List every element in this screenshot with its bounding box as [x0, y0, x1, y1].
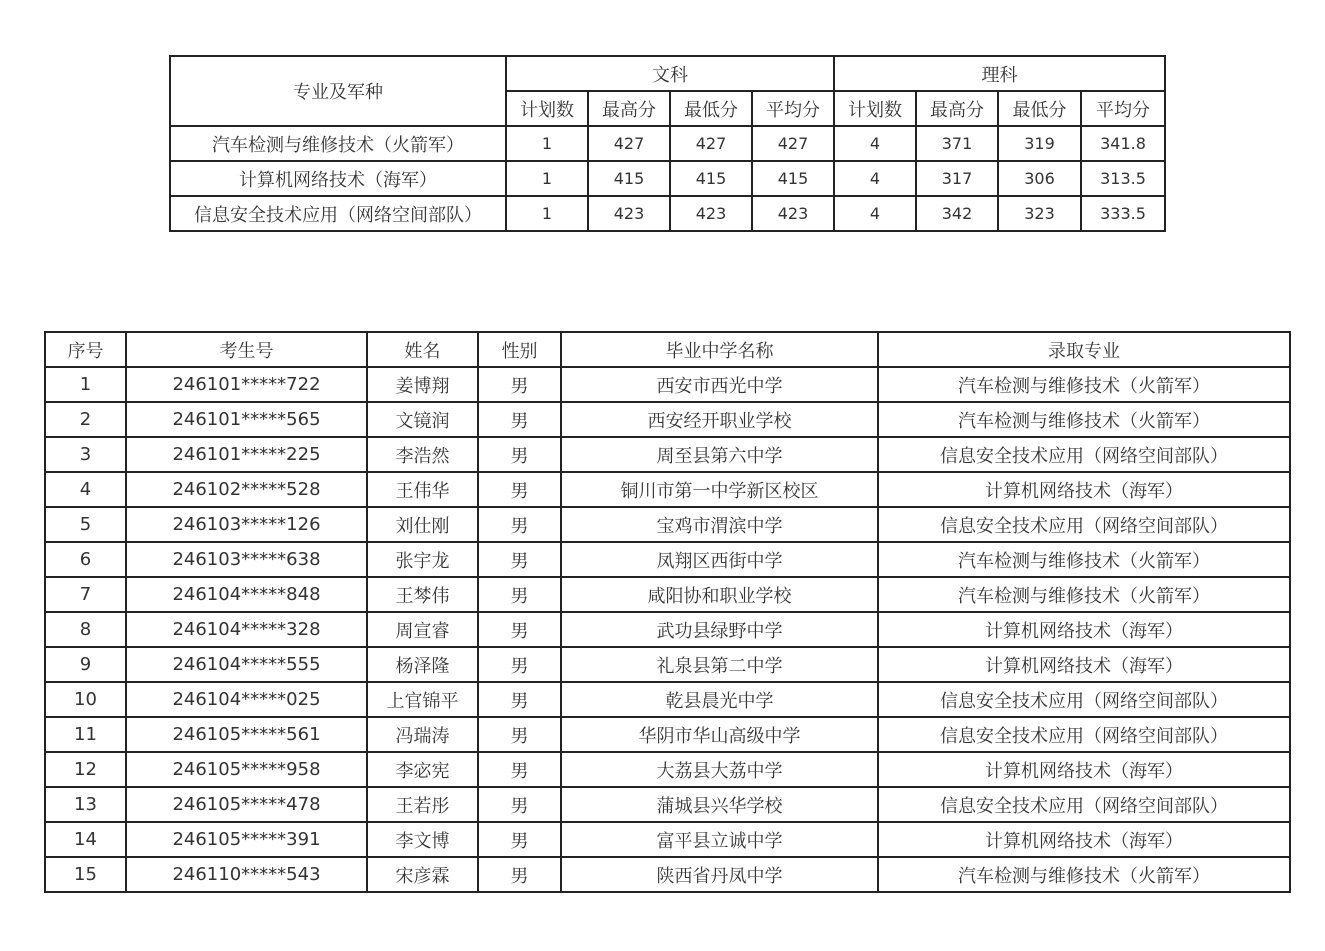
header-cell-school: 毕业中学名称 — [561, 332, 878, 367]
score-value-cell: 4 — [834, 196, 916, 231]
school-cell: 富平县立诚中学 — [561, 822, 878, 857]
name-cell: 上官锦平 — [367, 682, 478, 717]
admission-row — [45, 402, 1290, 437]
gender-cell: 男 — [478, 402, 561, 437]
admission-row — [45, 507, 1290, 542]
major-cell: 汽车检测与维修技术（火箭军） — [878, 367, 1290, 402]
header-group-li: 理科 — [834, 56, 1165, 91]
name-cell: 李浩然 — [367, 437, 478, 472]
score-major-cell: 信息安全技术应用（网络空间部队） — [170, 196, 506, 231]
gender-cell: 男 — [478, 787, 561, 822]
school-cell: 凤翔区西街中学 — [561, 542, 878, 577]
admission-row — [45, 647, 1290, 682]
score-row — [170, 161, 1165, 196]
major-cell: 信息安全技术应用（网络空间部队） — [878, 507, 1290, 542]
school-cell: 乾县晨光中学 — [561, 682, 878, 717]
admission-row — [45, 717, 1290, 752]
score-row — [170, 196, 1165, 231]
index-cell: 15 — [45, 857, 126, 892]
exam-id-cell: 246101*****722 — [126, 367, 367, 402]
score-value-cell: 415 — [670, 161, 752, 196]
name-cell: 李文博 — [367, 822, 478, 857]
major-cell: 汽车检测与维修技术（火箭军） — [878, 857, 1290, 892]
gender-cell: 男 — [478, 612, 561, 647]
index-cell: 11 — [45, 717, 126, 752]
index-cell: 7 — [45, 577, 126, 612]
gender-cell: 男 — [478, 857, 561, 892]
exam-id-cell: 246102*****528 — [126, 472, 367, 507]
name-cell: 杨泽隆 — [367, 647, 478, 682]
exam-id-cell: 246103*****638 — [126, 542, 367, 577]
score-value-cell: 317 — [916, 161, 998, 196]
subheader-cell: 最高分 — [916, 91, 998, 126]
score-value-cell: 427 — [752, 126, 834, 161]
index-cell: 6 — [45, 542, 126, 577]
name-cell: 王若彤 — [367, 787, 478, 822]
subheader-cell: 平均分 — [752, 91, 834, 126]
score-value-cell: 371 — [916, 126, 998, 161]
subheader-cell: 计划数 — [834, 91, 916, 126]
school-cell: 陕西省丹凤中学 — [561, 857, 878, 892]
score-value-cell: 427 — [670, 126, 752, 161]
score-value-cell: 341.8 — [1081, 126, 1165, 161]
exam-id-cell: 246104*****328 — [126, 612, 367, 647]
gender-cell: 男 — [478, 542, 561, 577]
score-value-cell: 4 — [834, 161, 916, 196]
score-major-cell: 汽车检测与维修技术（火箭军） — [170, 126, 506, 161]
exam-id-cell: 246110*****543 — [126, 857, 367, 892]
school-cell: 宝鸡市渭滨中学 — [561, 507, 878, 542]
name-cell: 姜博翔 — [367, 367, 478, 402]
score-value-cell: 313.5 — [1081, 161, 1165, 196]
exam-id-cell: 246104*****025 — [126, 682, 367, 717]
school-cell: 周至县第六中学 — [561, 437, 878, 472]
admission-row — [45, 577, 1290, 612]
gender-cell: 男 — [478, 437, 561, 472]
score-value-cell: 423 — [588, 196, 670, 231]
major-cell: 汽车检测与维修技术（火箭军） — [878, 402, 1290, 437]
gender-cell: 男 — [478, 682, 561, 717]
exam-id-cell: 246104*****555 — [126, 647, 367, 682]
school-cell: 礼泉县第二中学 — [561, 647, 878, 682]
school-cell: 咸阳协和职业学校 — [561, 577, 878, 612]
index-cell: 10 — [45, 682, 126, 717]
major-cell: 信息安全技术应用（网络空间部队） — [878, 787, 1290, 822]
major-cell: 汽车检测与维修技术（火箭军） — [878, 577, 1290, 612]
header-cell-gender: 性别 — [478, 332, 561, 367]
score-value-cell: 423 — [752, 196, 834, 231]
school-cell: 西安经开职业学校 — [561, 402, 878, 437]
score-value-cell: 427 — [588, 126, 670, 161]
gender-cell: 男 — [478, 367, 561, 402]
admission-row — [45, 822, 1290, 857]
header-cell-name: 姓名 — [367, 332, 478, 367]
gender-cell: 男 — [478, 577, 561, 612]
name-cell: 文镜润 — [367, 402, 478, 437]
gender-cell: 男 — [478, 717, 561, 752]
index-cell: 13 — [45, 787, 126, 822]
score-value-cell: 333.5 — [1081, 196, 1165, 231]
name-cell: 李宓宪 — [367, 752, 478, 787]
score-value-cell: 319 — [998, 126, 1081, 161]
header-cell-exam-id: 考生号 — [126, 332, 367, 367]
major-cell: 信息安全技术应用（网络空间部队） — [878, 682, 1290, 717]
name-cell: 王伟华 — [367, 472, 478, 507]
index-cell: 9 — [45, 647, 126, 682]
score-value-cell: 1 — [506, 126, 588, 161]
exam-id-cell: 246105*****958 — [126, 752, 367, 787]
name-cell: 冯瑞涛 — [367, 717, 478, 752]
gender-cell: 男 — [478, 507, 561, 542]
index-cell: 2 — [45, 402, 126, 437]
school-cell: 武功县绿野中学 — [561, 612, 878, 647]
subheader-cell: 最高分 — [588, 91, 670, 126]
gender-cell: 男 — [478, 472, 561, 507]
major-cell: 信息安全技术应用（网络空间部队） — [878, 717, 1290, 752]
score-value-cell: 415 — [752, 161, 834, 196]
subheader-cell: 最低分 — [998, 91, 1081, 126]
school-cell: 西安市西光中学 — [561, 367, 878, 402]
school-cell: 华阴市华山高级中学 — [561, 717, 878, 752]
exam-id-cell: 246104*****848 — [126, 577, 367, 612]
header-cell-major: 录取专业 — [878, 332, 1290, 367]
name-cell: 周宣睿 — [367, 612, 478, 647]
major-cell: 计算机网络技术（海军） — [878, 612, 1290, 647]
school-cell: 蒲城县兴华学校 — [561, 787, 878, 822]
index-cell: 14 — [45, 822, 126, 857]
exam-id-cell: 246105*****561 — [126, 717, 367, 752]
header-group-wen: 文科 — [506, 56, 834, 91]
header-major: 专业及军种 — [170, 56, 506, 126]
exam-id-cell: 246103*****126 — [126, 507, 367, 542]
subheader-cell: 平均分 — [1081, 91, 1165, 126]
admission-row — [45, 367, 1290, 402]
exam-id-cell: 246101*****225 — [126, 437, 367, 472]
index-cell: 3 — [45, 437, 126, 472]
score-value-cell: 323 — [998, 196, 1081, 231]
school-cell: 铜川市第一中学新区校区 — [561, 472, 878, 507]
index-cell: 12 — [45, 752, 126, 787]
exam-id-cell: 246101*****565 — [126, 402, 367, 437]
admission-row — [45, 472, 1290, 507]
gender-cell: 男 — [478, 647, 561, 682]
admission-row — [45, 857, 1290, 892]
score-value-cell: 415 — [588, 161, 670, 196]
score-value-cell: 1 — [506, 161, 588, 196]
subheader-cell: 最低分 — [670, 91, 752, 126]
score-row — [170, 126, 1165, 161]
name-cell: 王棽伟 — [367, 577, 478, 612]
admission-row — [45, 787, 1290, 822]
header-cell-index: 序号 — [45, 332, 126, 367]
score-value-cell: 4 — [834, 126, 916, 161]
major-cell: 计算机网络技术（海军） — [878, 472, 1290, 507]
index-cell: 5 — [45, 507, 126, 542]
gender-cell: 男 — [478, 752, 561, 787]
admission-row — [45, 682, 1290, 717]
major-cell: 计算机网络技术（海军） — [878, 647, 1290, 682]
score-value-cell: 342 — [916, 196, 998, 231]
index-cell: 8 — [45, 612, 126, 647]
major-cell: 信息安全技术应用（网络空间部队） — [878, 437, 1290, 472]
score-value-cell: 306 — [998, 161, 1081, 196]
major-cell: 汽车检测与维修技术（火箭军） — [878, 542, 1290, 577]
gender-cell: 男 — [478, 822, 561, 857]
score-table — [169, 55, 1166, 232]
score-major-cell: 计算机网络技术（海军） — [170, 161, 506, 196]
score-value-cell: 1 — [506, 196, 588, 231]
admission-row — [45, 542, 1290, 577]
admission-row — [45, 752, 1290, 787]
subheader-cell: 计划数 — [506, 91, 588, 126]
index-cell: 1 — [45, 367, 126, 402]
admission-header-row — [45, 332, 1290, 367]
admission-row — [45, 612, 1290, 647]
score-value-cell: 423 — [670, 196, 752, 231]
major-cell: 计算机网络技术（海军） — [878, 752, 1290, 787]
index-cell: 4 — [45, 472, 126, 507]
admission-row — [45, 437, 1290, 472]
school-cell: 大荔县大荔中学 — [561, 752, 878, 787]
admission-table — [44, 331, 1291, 893]
exam-id-cell: 246105*****391 — [126, 822, 367, 857]
major-cell: 计算机网络技术（海军） — [878, 822, 1290, 857]
name-cell: 刘仕刚 — [367, 507, 478, 542]
name-cell: 张宇龙 — [367, 542, 478, 577]
exam-id-cell: 246105*****478 — [126, 787, 367, 822]
name-cell: 宋彦霖 — [367, 857, 478, 892]
